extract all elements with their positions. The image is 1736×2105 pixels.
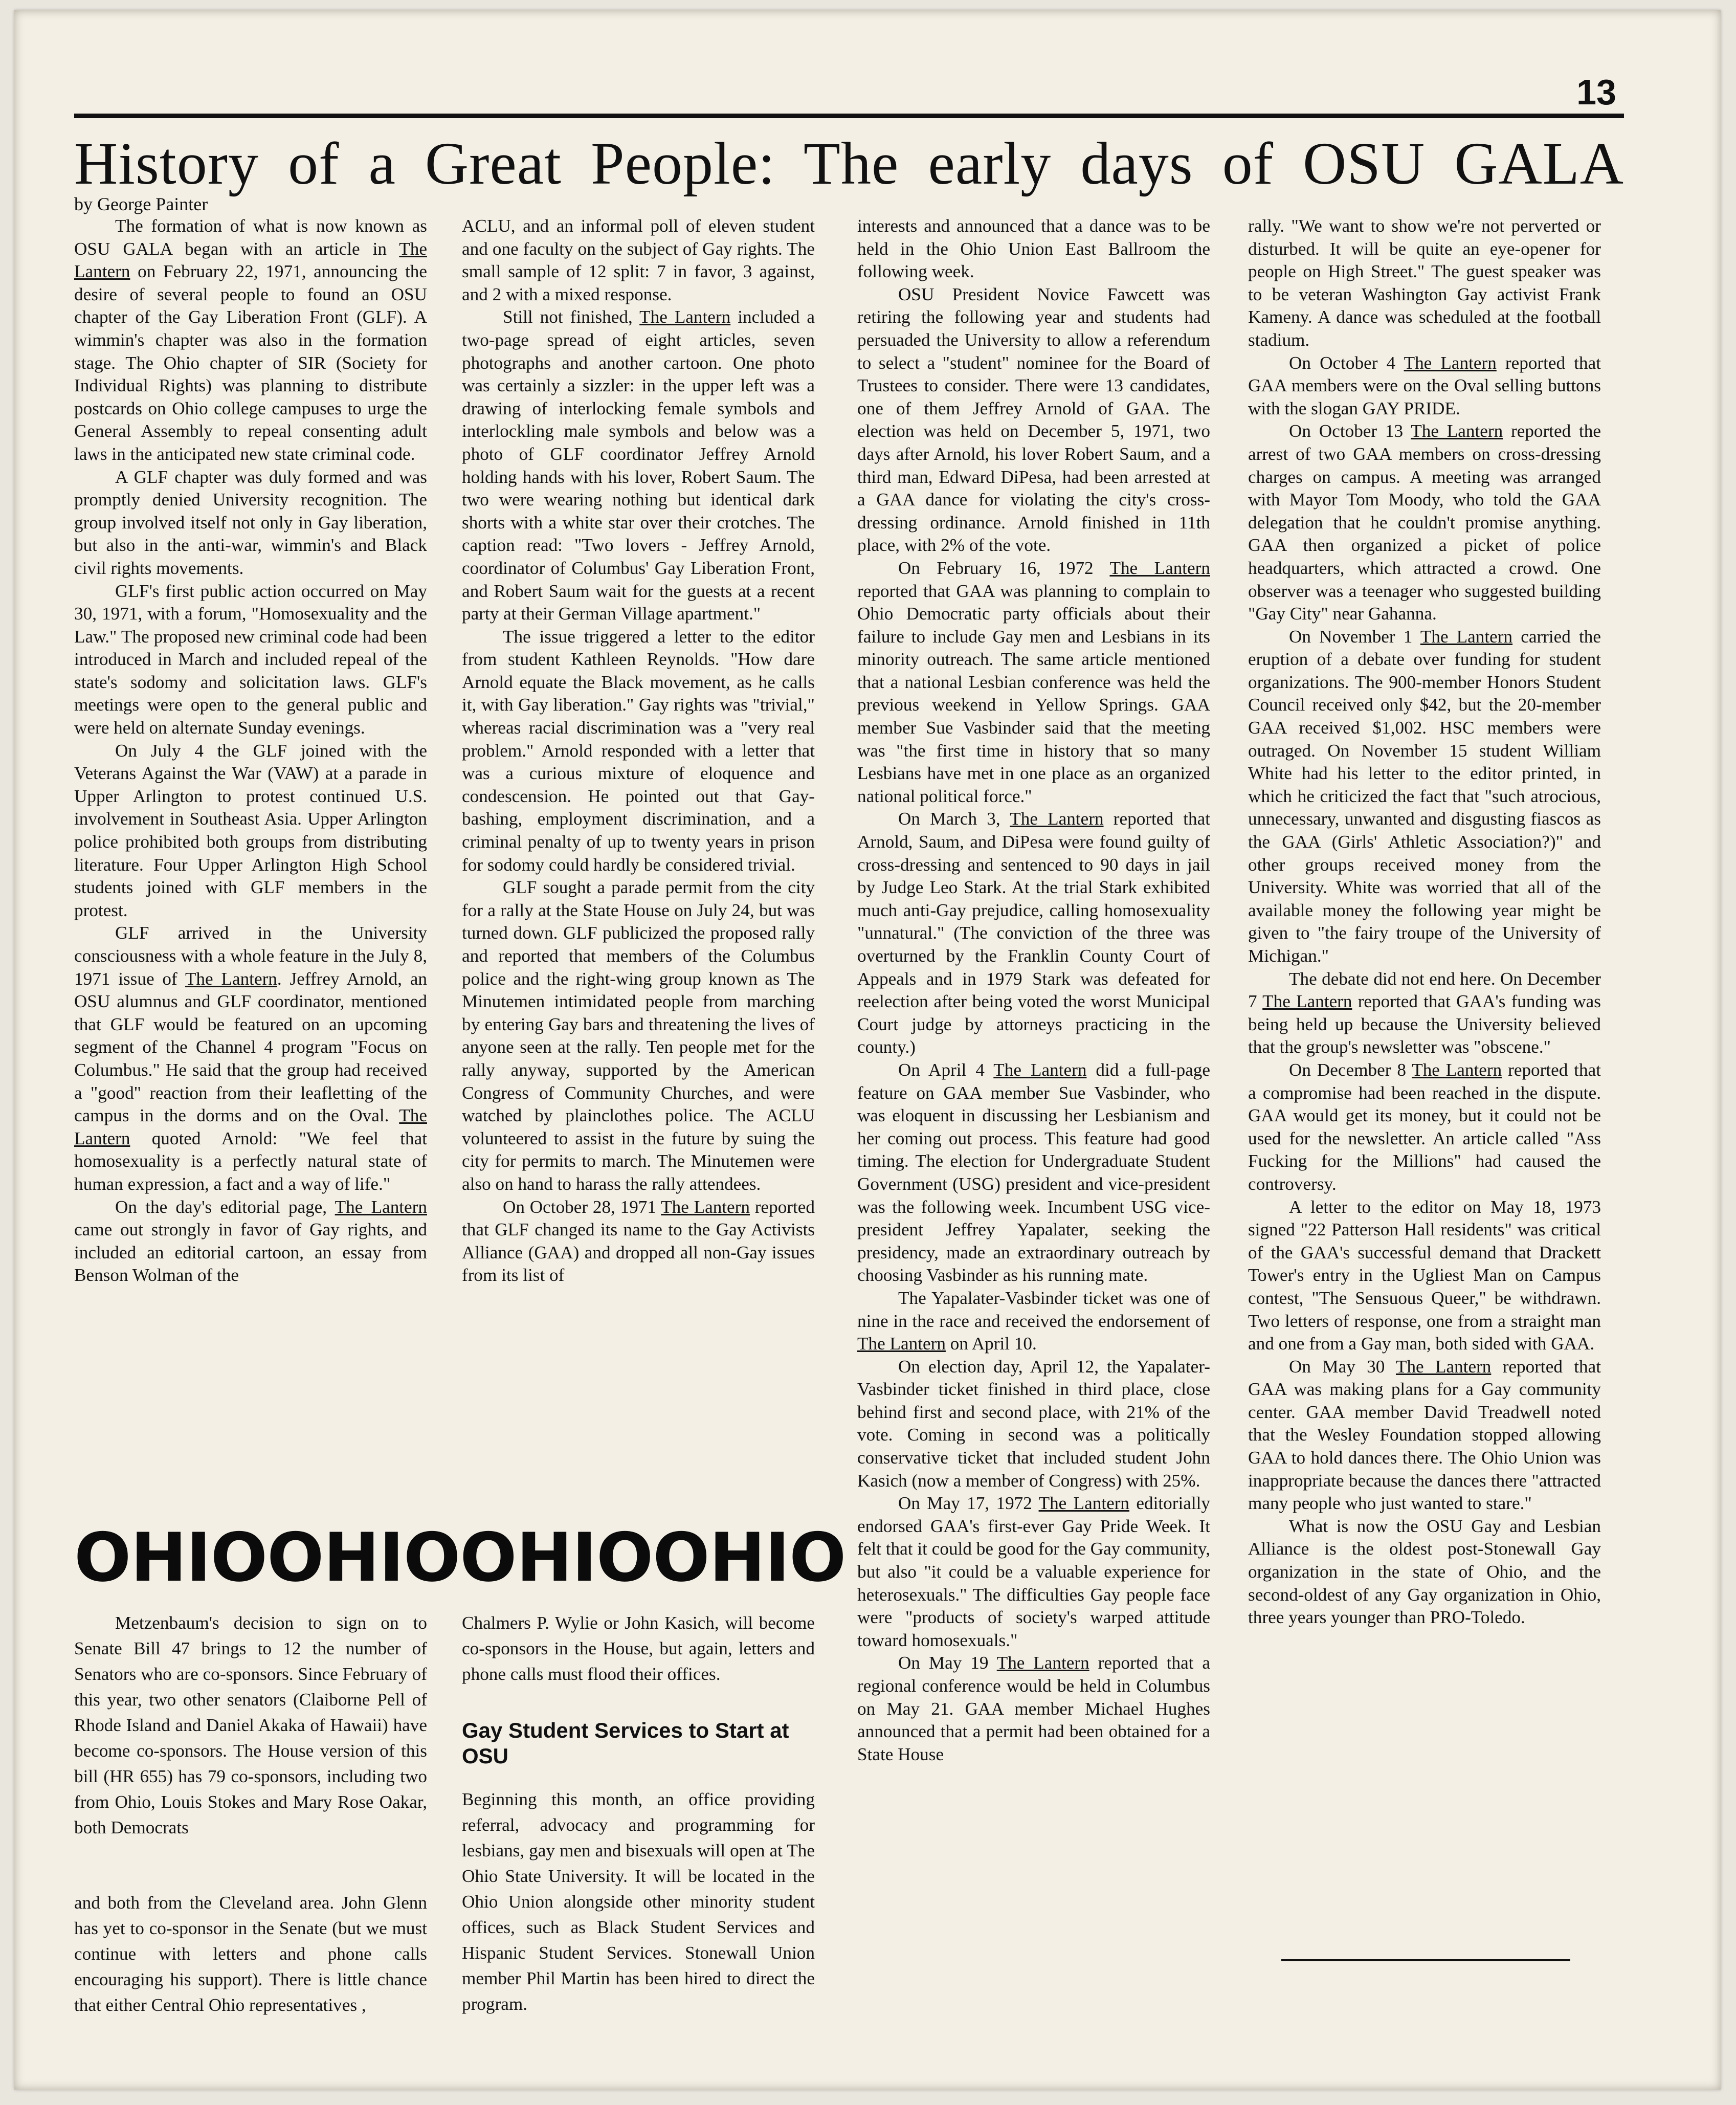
ohio-column-1-top bbox=[74, 1610, 427, 1841]
paragraph-text: On October 28, 1971 bbox=[503, 1196, 661, 1217]
article-paragraph bbox=[462, 306, 815, 625]
newspaper-name: The Lantern bbox=[1262, 991, 1352, 1012]
newspaper-name: The Lantern bbox=[1412, 1059, 1502, 1080]
ohio-column-2-bottom bbox=[462, 1787, 815, 2017]
article-column-1 bbox=[74, 215, 427, 1287]
article-paragraph bbox=[74, 1196, 427, 1287]
paragraph-text: On December 8 bbox=[1289, 1059, 1412, 1080]
article-paragraph bbox=[857, 283, 1210, 557]
newspaper-name: The Lantern bbox=[185, 968, 277, 989]
paragraph-text: The issue triggered a letter to the editor from student Kathleen Reynolds. "How dare Arnold equate the Black movement, as he calls it, with Gay liberation." Gay rights was "trivial," whereas racial discrimination was a "very real problem." Arnold responded with a letter that was a curious mixture of eloquence and condescension. He pointed out that Gay-bashing, employment discrimination, and a criminal penalty of up to twenty years in prison for sodomy could hardly be considered trivial. bbox=[462, 626, 815, 875]
paragraph-text: On July 4 the GLF joined with the Veterans Against the War (VAW) at a parade in Upper Arlington to protest continued U.S. involvement in Southeast Asia. Upper Arlington police prohibited both groups from distributing literature. Four Upper Arlington High School students joined with GLF members in the protest. bbox=[74, 740, 427, 920]
paragraph-text: carried the eruption of a debate over funding for student organizations. The 900-member Honors Student Council received only $42, but the 20-member GAA received $1,002. HSC members were outraged. On November 15 student William White had his letter to the editor printed, in which he criticized the fact that "such atrocious, unnecessary, unwanted and disgusting fiascos as the GAA (Girls' Athletic Association?)" and other groups received money from the University. White was worried that all of the available money the following year might be given to "the fairy troupe of the University of Michigan." bbox=[1248, 626, 1601, 966]
paragraph-text: reported that GAA was making plans for a Gay community center. GAA member David Treadwell noted that the Wesley Foundation stopped allowing GAA to hold dances there. The Ohio Union was inappropriate because the dances there "attracted many people who just wanted to stare." bbox=[1248, 1356, 1601, 1514]
newspaper-name: The Lantern bbox=[1420, 626, 1513, 647]
ohio-paragraph: and both from the Cleveland area. John Glenn has yet to co-sponsor in the Senate (but we must continue with letters and phone calls encouraging his support). There is little chance that either Central Ohio representatives , bbox=[74, 1893, 427, 2015]
article-column-2 bbox=[462, 215, 815, 1287]
article-paragraph bbox=[857, 1492, 1210, 1652]
ohio-column-1-bottom bbox=[74, 1890, 427, 2018]
article-paragraph bbox=[1248, 420, 1601, 625]
article-column-4 bbox=[1248, 215, 1601, 1629]
page-number: 13 bbox=[1576, 72, 1616, 112]
article-paragraph bbox=[74, 922, 427, 1195]
article-paragraph bbox=[1248, 626, 1601, 968]
article-paragraph bbox=[857, 1652, 1210, 1766]
newspaper-name: The Lantern bbox=[993, 1059, 1087, 1080]
paragraph-text: . Jeffrey Arnold, an OSU alumnus and GLF coordinator, mentioned that GLF would be featured on an upcoming segment of the Channel 4 program "Focus on Columbus." He said that the group had received a "good" reaction from their leafletting of the campus in the dorms and on the Oval. bbox=[74, 968, 427, 1126]
paragraph-text: quoted Arnold: "We feel that homosexuality is a perfectly natural state of human expression, a fact and a way of life." bbox=[74, 1128, 427, 1194]
article-paragraph bbox=[857, 1356, 1210, 1493]
paragraph-text: editorially endorsed GAA's first-ever Gay Pride Week. It felt that it could be good for the Gay community, but also "it could be a valuable experience for heterosexuals." The difficulties Gay people face were "products of society's warped attitude toward homosexuals." bbox=[857, 1493, 1210, 1650]
paragraph-text: The formation of what is now known as OSU GALA began with an article in bbox=[74, 216, 427, 259]
paragraph-text: The Yapalater-Vasbinder ticket was one of nine in the race and received the endorsement of bbox=[857, 1288, 1210, 1331]
article-paragraph bbox=[462, 876, 815, 1195]
article-paragraph bbox=[1248, 1196, 1601, 1356]
paragraph-text: interests and announced that a dance was to be held in the Ohio Union East Ballroom the following week. bbox=[857, 216, 1210, 282]
ohio-column-2-top bbox=[462, 1610, 815, 1687]
paragraph-text: On November 1 bbox=[1289, 626, 1420, 647]
article-paragraph bbox=[1248, 1059, 1601, 1196]
newspaper-name: The Lantern bbox=[857, 1334, 946, 1354]
paragraph-text: On election day, April 12, the Yapalater-Vasbinder ticket finished in third place, close behind first and second place, with 21% of the vote. Coming in second was a politically conservative ticket that included student John Kasich (now a member of Congress) with 25%. bbox=[857, 1356, 1210, 1491]
paragraph-text: What is now the OSU Gay and Lesbian Alliance is the oldest post-Stonewall Gay organization in the state of Ohio, and the second-oldest of any Gay organization in Ohio, three years younger than PRO-Toledo. bbox=[1248, 1516, 1601, 1628]
article-paragraph bbox=[857, 1059, 1210, 1287]
paragraph-text: included a two-page spread of eight articles, seven photographs and another cartoon. One photo was certainly a sizzler: in the upper left was a drawing of interlocking female symbols and interlockling male symbols and below was a photo of GLF coordinator Jeffrey Arnold holding hands with his lover, Robert Saum. The two were wearing nothing but identical dark shorts with a white star over their crotches. The caption read: "Two lovers - Jeffrey Arnold, coordinator of Columbus' Gay Liberation Front, and Robert Saum wait for the guests at a recent party at their German Village apartment." bbox=[462, 307, 815, 624]
paragraph-text: reported that GLF changed its name to the Gay Activists Alliance (GAA) and dropped all non-Gay issues from its list of bbox=[462, 1196, 815, 1286]
article-paragraph bbox=[857, 215, 1210, 283]
paragraph-text: reported that a compromise had been reached in the dispute. GAA would get its money, but it could not be used for the newsletter. An article called "Ass Fucking for the Millions" had caused the controversy. bbox=[1248, 1059, 1601, 1194]
newspaper-name: The Lantern bbox=[1038, 1493, 1130, 1514]
ohio-paragraph: Beginning this month, an office providing referral, advocacy and programming for lesbians, gay men and bisexuals will open at The Ohio State University. It will be located in the Ohio Union alongside other minority student offices, such as Black Student Services and Hispanic Student Services. Stonewall Union member Phil Martin has been hired to direct the program. bbox=[462, 1789, 815, 2014]
newspaper-name: The Lantern bbox=[639, 307, 731, 327]
newspaper-name: The Lantern bbox=[1395, 1356, 1492, 1377]
ohio-paragraph: Chalmers P. Wylie or John Kasich, will become co-sponsors in the House, but again, letters and phone calls must flood their offices. bbox=[462, 1613, 815, 1684]
paragraph-text: GLF sought a parade permit from the city for a rally at the State House on July 24, but was turned down. GLF publicized the proposed rally and reported that members of the Columbus police and the right-wing group known as The Minutemen intimidated people from marching by entering Gay bars and threatening the lives of anyone seen at the rally. Ten people met for the rally anyway, supported by the American Congress of Community Churches, and were watched by plainclothes police. The ACLU volunteered to assist in the future by suing the city for permits to march. The Minutemen were also on hand to harass the rally attendees. bbox=[462, 877, 815, 1194]
gay-student-services-subhead: Gay Student Services to Start at OSU bbox=[462, 1718, 789, 1768]
article-paragraph bbox=[857, 808, 1210, 1059]
paragraph-text: did a full-page feature on GAA member Sue Vasbinder, who was eloquent in discussing her Lesbianism and her coming out process. This feature had good timing. The election for Undergraduate Student Government (USG) president and vice-president was the following week. Incumbent USG vice-president Jeffrey Yapalater, seeking the presidency, made an extraordinary outreach by choosing Vasbinder as his running mate. bbox=[857, 1059, 1211, 1286]
article-paragraph bbox=[1248, 1356, 1601, 1515]
article-paragraph bbox=[857, 1287, 1210, 1356]
newspaper-name: The Lantern bbox=[1404, 352, 1497, 373]
paragraph-text: reported the arrest of two GAA members on cross-dressing charges on campus. A meeting was arranged with Mayor Tom Moody, who told the GAA delegation that he couldn't promise anything. GAA then organized a picket of police headquarters, which attracted a crowd. One observer was a teenager who suggested building "Gay City" near Gahanna. bbox=[1248, 421, 1601, 624]
paragraph-text: On May 17, 1972 bbox=[898, 1493, 1039, 1514]
article-paragraph bbox=[1248, 352, 1601, 420]
paragraph-text: Still not finished, bbox=[503, 307, 640, 327]
newspaper-name: The Lantern bbox=[661, 1196, 750, 1217]
article-paragraph bbox=[462, 1196, 815, 1287]
paragraph-text: On May 19 bbox=[898, 1653, 997, 1673]
newspaper-name: The Lantern bbox=[996, 1653, 1089, 1673]
paragraph-text: On October 4 bbox=[1289, 352, 1404, 373]
newspaper-name: The Lantern bbox=[74, 238, 427, 282]
paragraph-text: On the day's editorial page, bbox=[115, 1196, 335, 1217]
article-paragraph bbox=[462, 626, 815, 877]
paragraph-text: On March 3, bbox=[898, 809, 1010, 829]
paragraph-text: reported that GAA was planning to complain to Ohio Democratic party officials about their failure to include Gay men and Lesbians in its minority outreach. The same article mentioned that a national Lesbian conference was held the previous weekend in Yellow Springs. GAA member Sue Vasbinder said that the meeting was "the first time in history that so many Lesbians have met in one place as an organized national political force." bbox=[857, 581, 1210, 806]
top-rule bbox=[74, 114, 1624, 118]
paragraph-text: The debate did not end here. On December 7 bbox=[1248, 968, 1601, 1012]
ohio-paragraph: Metzenbaum's decision to sign on to Senate Bill 47 brings to 12 the number of Senators who are co-sponsors. Since February of this year, two other senators (Claiborne Pell of Rhode Island and Daniel Akaka of Hawaii) have become co-sponsors. The House version of this bill (HR 655) has 79 co-sponsors, including two from Ohio, Louis Stokes and Mary Rose Oakar, both Democrats bbox=[74, 1613, 427, 1837]
paragraph-text: reported that GAA's funding was being held up because the University believed that the group's newsletter was "obscene." bbox=[1248, 991, 1601, 1057]
article-paragraph bbox=[74, 580, 427, 740]
article-column-3 bbox=[857, 215, 1210, 1766]
paragraph-text: On April 4 bbox=[898, 1059, 994, 1080]
paragraph-text: On February 16, 1972 bbox=[898, 558, 1110, 578]
newspaper-name: The Lantern bbox=[74, 1105, 427, 1148]
paragraph-text: on February 22, 1971, announcing the desire of several people to found an OSU chapter of the Gay Liberation Front (GLF). A wimmin's chapter was also in the formation stage. The Ohio chapter of SIR (Society for Individual Rights) was planning to distribute postcards on Ohio college campuses to urge the General Assembly to repeal consenting adult laws in the anticipated new state criminal code. bbox=[74, 261, 427, 464]
paragraph-text: On May 30 bbox=[1289, 1356, 1396, 1377]
paragraph-text: A letter to the editor on May 18, 1973 signed "22 Patterson Hall residents" was critical of the GAA's successful demand that Drackett Tower's entry in the Ugliest Man on Campus contest, "The Sensuous Queer," be withdrawn. Two letters of response, one from a straight man and one from a Gay man, both sided with GAA. bbox=[1248, 1196, 1601, 1354]
byline: by George Painter bbox=[74, 194, 208, 214]
article-paragraph bbox=[1248, 968, 1601, 1059]
newspaper-name: The Lantern bbox=[335, 1196, 427, 1217]
article-paragraph bbox=[74, 466, 427, 580]
paragraph-text: GLF arrived in the University consciousness with a whole feature in the July 8, 1971 issue of bbox=[74, 923, 427, 989]
ohio-banner: OHIOOHIOOHIOOHIO bbox=[74, 1518, 846, 1597]
article-paragraph bbox=[857, 557, 1210, 808]
paragraph-text: ACLU, and an informal poll of eleven student and one faculty on the subject of Gay rights. The small sample of 12 split: 7 in favor, 3 against, and 2 with a mixed response. bbox=[462, 216, 815, 304]
paragraph-text: reported that GAA members were on the Oval selling buttons with the slogan GAY PRIDE. bbox=[1248, 352, 1601, 418]
paragraph-text: OSU President Novice Fawcett was retiring the following year and students had persuaded the University to allow a referendum to select a "student" nominee for the Board of Trustees to consider. There were 13 candidates, one of them Jeffrey Arnold of GAA. The election was held on December 5, 1971, two days after Arnold, his lover Robert Saum, and a third man, Edward DiPesa, had been arrested at a GAA dance for violating the city's cross-dressing ordinance. Arnold finished in 11th place, with 2% of the vote. bbox=[857, 284, 1210, 556]
newspaper-name: The Lantern bbox=[1411, 421, 1503, 441]
article-paragraph bbox=[1248, 1515, 1601, 1629]
end-rule bbox=[1281, 1959, 1570, 1961]
newspaper-name: The Lantern bbox=[1109, 558, 1210, 578]
newspaper-name: The Lantern bbox=[1010, 809, 1104, 829]
article-paragraph bbox=[462, 215, 815, 306]
paragraph-text: came out strongly in favor of Gay rights, and included an editorial cartoon, an essay from Benson Wolman of the bbox=[74, 1220, 427, 1286]
paragraph-text: reported that a regional conference would be held in Columbus on May 21. GAA member Michael Hughes announced that a permit had been obtained for a State House bbox=[857, 1653, 1210, 1764]
paragraph-text: GLF's first public action occurred on May 30, 1971, with a forum, "Homosexuality and the Law." The proposed new criminal code had been introduced in March and included repeal of the state's sodomy and solicitation laws. GLF's meetings were open to the general public and were held on alternate Sunday evenings. bbox=[74, 581, 427, 738]
paragraph-text: on April 10. bbox=[945, 1334, 1037, 1354]
paragraph-text: rally. "We want to show we're not perverted or disturbed. It will be quite an eye-opener for people on High Street." The guest speaker was to be veteran Washington Gay activist Frank Kameny. A dance was scheduled at the football stadium. bbox=[1248, 216, 1601, 350]
article-paragraph bbox=[1248, 215, 1601, 352]
paragraph-text: A GLF chapter was duly formed and was promptly denied University recognition. The group involved itself not only in Gay liberation, but also in the anti-war, wimmin's and Black civil rights movements. bbox=[74, 467, 427, 578]
paragraph-text: On October 13 bbox=[1289, 421, 1411, 441]
article-paragraph bbox=[74, 215, 427, 466]
headline: History of a Great People: The early days of OSU GALA bbox=[74, 130, 1624, 197]
paragraph-text: reported that Arnold, Saum, and DiPesa were found guilty of cross-dressing and sentenced to 90 days in jail by Judge Leo Stark. At the trial Stark exhibited much anti-Gay prejudice, calling homosexuality "unnatural." (The conviction of the three was overturned by the Franklin County Court of Appeals and in 1979 Stark was defeated for reelection after being voted the worst Municipal Court judge by attorneys practicing in the county.) bbox=[857, 809, 1210, 1057]
article-paragraph bbox=[74, 740, 427, 922]
